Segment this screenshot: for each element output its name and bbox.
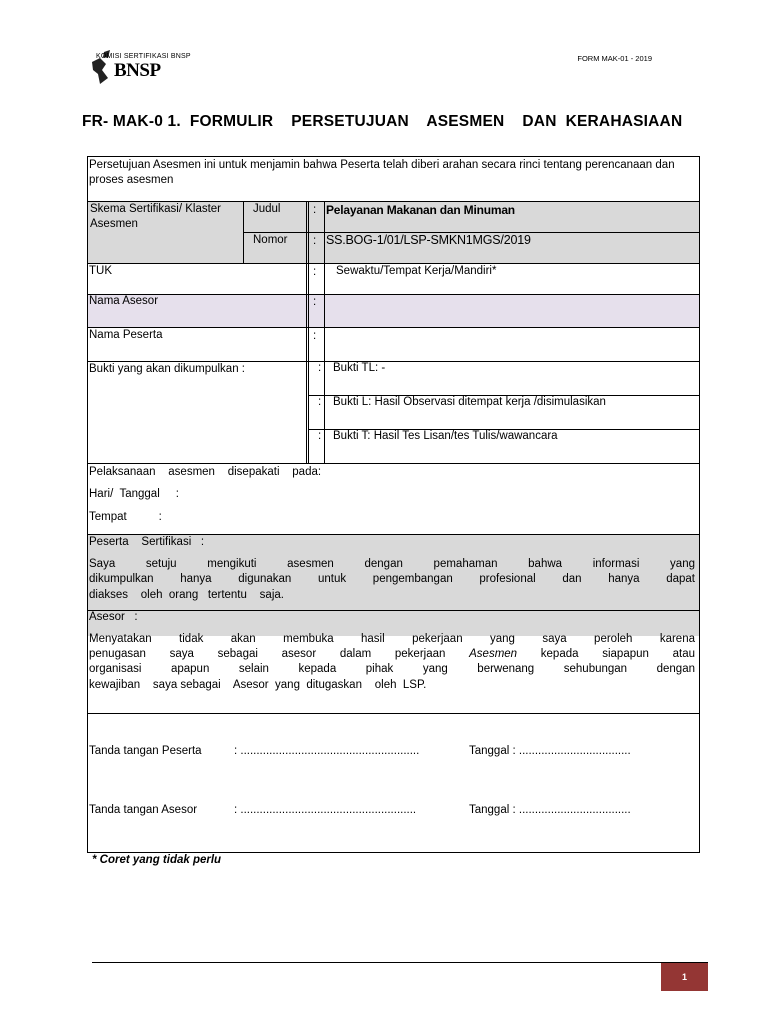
page-number: 1 xyxy=(661,963,708,991)
judul-value: Pelayanan Makanan dan Minuman xyxy=(326,203,515,217)
nomor-colon: : xyxy=(313,235,317,247)
tanggal-asesor-field[interactable]: Tanggal : ................................... xyxy=(469,804,631,816)
bukti-colon-3: : xyxy=(318,430,322,442)
peserta-sertifikasi-line: dikumpulkan hanya digunakan untuk pengembangan profesional dan hanya dapat xyxy=(89,573,695,585)
tuk-label: TUK xyxy=(89,265,112,277)
asesor-heading: Asesor : xyxy=(89,611,138,623)
signature-asesor-field[interactable]: : ....................................................... xyxy=(234,804,417,816)
tuk-value: Sewaktu/Tempat Kerja/Mandiri* xyxy=(336,265,497,277)
intro-text: Persetujuan Asesmen ini untuk menjamin bahwa Peserta telah diberi arahan secara rinci tentang perencanaan dan proses asesmen xyxy=(89,159,675,186)
tempat: Tempat : xyxy=(89,511,162,523)
footer-divider xyxy=(92,962,708,963)
logo-text: BNSP xyxy=(114,60,161,81)
asesor-line: organisasi apapun selain kepada pihak yang berwenang sehubungan dengan xyxy=(89,663,695,675)
org-name: KOMISI SERTIFIKASI BNSP xyxy=(96,53,191,60)
bukti-item: Bukti TL: - xyxy=(333,362,386,374)
form-code: FORM MAK-01 - 2019 xyxy=(577,54,652,63)
asesor-line: kewajiban saya sebagai Asesor yang ditugaskan oleh LSP. xyxy=(89,679,427,691)
nama-asesor-fill xyxy=(88,294,699,327)
skema-label: Skema Sertifikasi/ Klaster Asesmen xyxy=(90,203,222,230)
nama-asesor-label: Nama Asesor xyxy=(89,295,159,307)
judul-label: Judul xyxy=(253,203,281,215)
peserta-sertifikasi-line: diakses oleh orang tertentu saja. xyxy=(89,589,284,601)
tuk-colon: : xyxy=(313,266,317,278)
hari-tanggal: Hari/ Tanggal : xyxy=(89,488,179,500)
signature-peserta-field[interactable]: : ........................................................ xyxy=(234,745,420,757)
page-title: FR- MAK-0 1. FORMULIR PERSETUJUAN ASESMEN DAN KERAHASIAAN xyxy=(82,113,683,130)
nomor-label: Nomor xyxy=(253,234,288,246)
nama-peserta-label: Nama Peserta xyxy=(89,329,163,341)
judul-colon: : xyxy=(313,204,317,216)
nama-peserta-colon: : xyxy=(313,330,317,342)
bukti-item: Bukti T: Hasil Tes Lisan/tes Tulis/wawancara xyxy=(333,430,558,442)
nama-asesor-colon: : xyxy=(313,296,317,308)
tanggal-peserta-field[interactable]: Tanggal : ................................... xyxy=(469,745,631,757)
signature-peserta-label: Tanda tangan Peserta xyxy=(89,745,202,757)
bukti-label: Bukti yang akan dikumpulkan : xyxy=(89,363,245,375)
signature-asesor-label: Tanda tangan Asesor xyxy=(89,804,198,816)
asesor-line: penugasan saya sebagai asesor dalam pekerjaan Asesmen kepada siapapun atau xyxy=(89,648,695,660)
peserta-sertifikasi-line: Saya setuju mengikuti asesmen dengan pemahaman bahwa informasi yang xyxy=(89,558,695,570)
nomor-value: SS.BOG-1/01/LSP-SMKN1MGS/2019 xyxy=(326,233,531,247)
pelaksanaan-text: Pelaksanaan asesmen disepakati pada: xyxy=(89,466,322,478)
bukti-colon-1: : xyxy=(318,362,322,374)
peserta-sertifikasi-heading: Peserta Sertifikasi : xyxy=(89,536,205,548)
bukti-colon-2: : xyxy=(318,396,322,408)
asesor-line: Menyatakan tidak akan membuka hasil pekerjaan yang saya peroleh karena xyxy=(89,633,695,645)
bukti-item: Bukti L: Hasil Observasi ditempat kerja /disimulasikan xyxy=(333,396,606,408)
footnote: * Coret yang tidak perlu xyxy=(92,854,222,866)
